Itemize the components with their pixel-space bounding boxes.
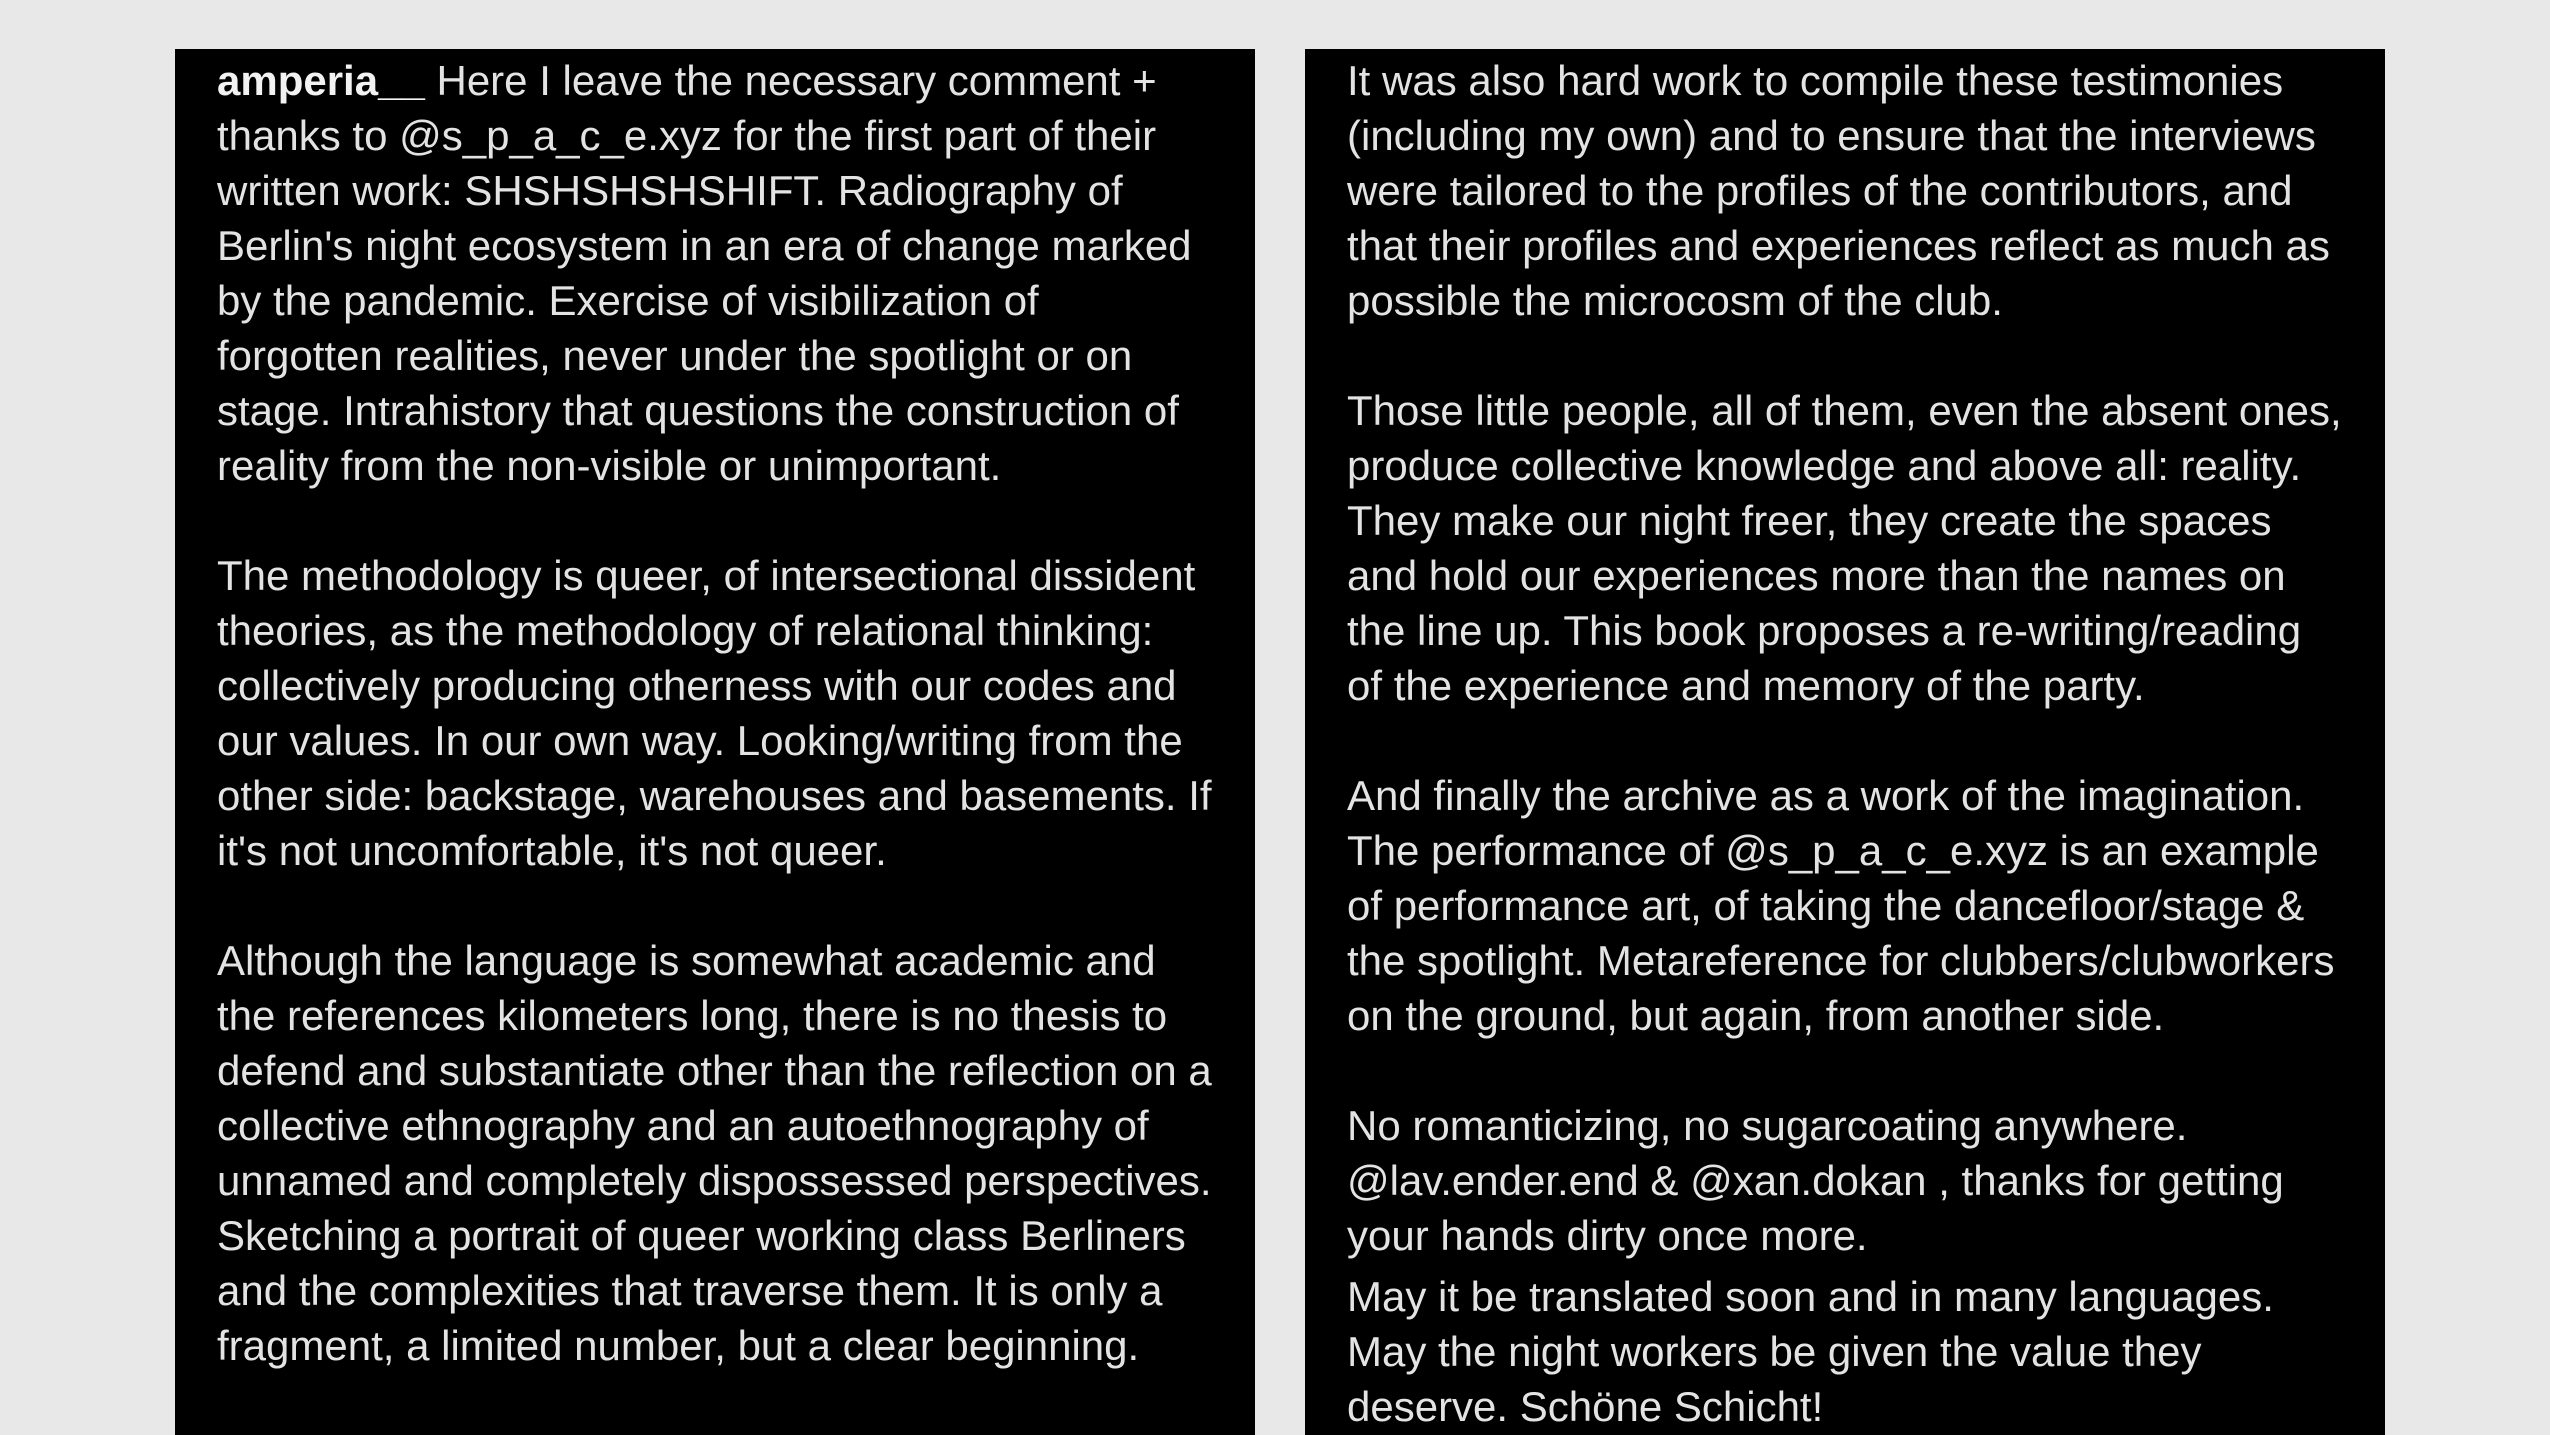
comment-paragraph: Those little people, all of them, even the absent ones, produce collective knowledge and above all: reality. They make our night freer, they create the spaces and hold our experiences more than the names on the line up. This book proposes a re-writing/reading of the experience and memory of the party. bbox=[1347, 387, 2342, 709]
comment-paragraph: The methodology is queer, of intersectional dissident theories, as the methodology of relational thinking: collectively producing otherness with our codes and our values. In our own way. Looking/writing from the other side: backstage, warehouses and basements. If it's not uncomfortable, it's not queer. bbox=[217, 552, 1212, 874]
comment-panel-left bbox=[175, 49, 1255, 1435]
comment-paragraph: No romanticizing, no sugarcoating anywhere. @lav.ender.end & @xan.dokan , thanks for getting your hands dirty once more. bbox=[1347, 1102, 2284, 1259]
comment-text: Here I leave the necessary comment + thanks to @s_p_a_c_e.xyz for the first part of their written work: SHSHSHSHSHIFT. Radiography of Berlin's night ecosystem in an era of change marked by the pandemic. Exercise of visibilization of forgotten realities, never under the spotlight or on stage. Intrahistory that questions the construction of reality from the non-visible or unimportant. bbox=[217, 57, 1192, 489]
comment-paragraph bbox=[217, 53, 1213, 493]
comment-panel-right bbox=[1305, 49, 2385, 1435]
comment-paragraph: It was also hard work to compile these testimonies (including my own) and to ensure that the interviews were tailored to the profiles of the contributors, and that their profiles and experiences reflect as much as possible the microcosm of the club. bbox=[1347, 57, 2330, 324]
comment-paragraph: Although the language is somewhat academic and the references kilometers long, there is no thesis to defend and substantiate other than the reflection on a collective ethnography and an autoethnography of unnamed and completely dispossessed perspectives. Sketching a portrait of queer working class Berliners and the complexities that traverse them. It is only a fragment, a limited number, but a clear beginning. bbox=[217, 937, 1212, 1369]
comment-paragraph: May it be translated soon and in many languages. May the night workers be given the value they deserve. Schöne Schicht! bbox=[1347, 1273, 2274, 1430]
comment-username[interactable]: amperia__ bbox=[217, 57, 425, 104]
comment-paragraph: And finally the archive as a work of the imagination. The performance of @s_p_a_c_e.xyz is an example of performance art, of taking the dancefloor/stage & the spotlight. Metareference for clubbers/clubworkers on the ground, but again, from another side. bbox=[1347, 772, 2335, 1039]
